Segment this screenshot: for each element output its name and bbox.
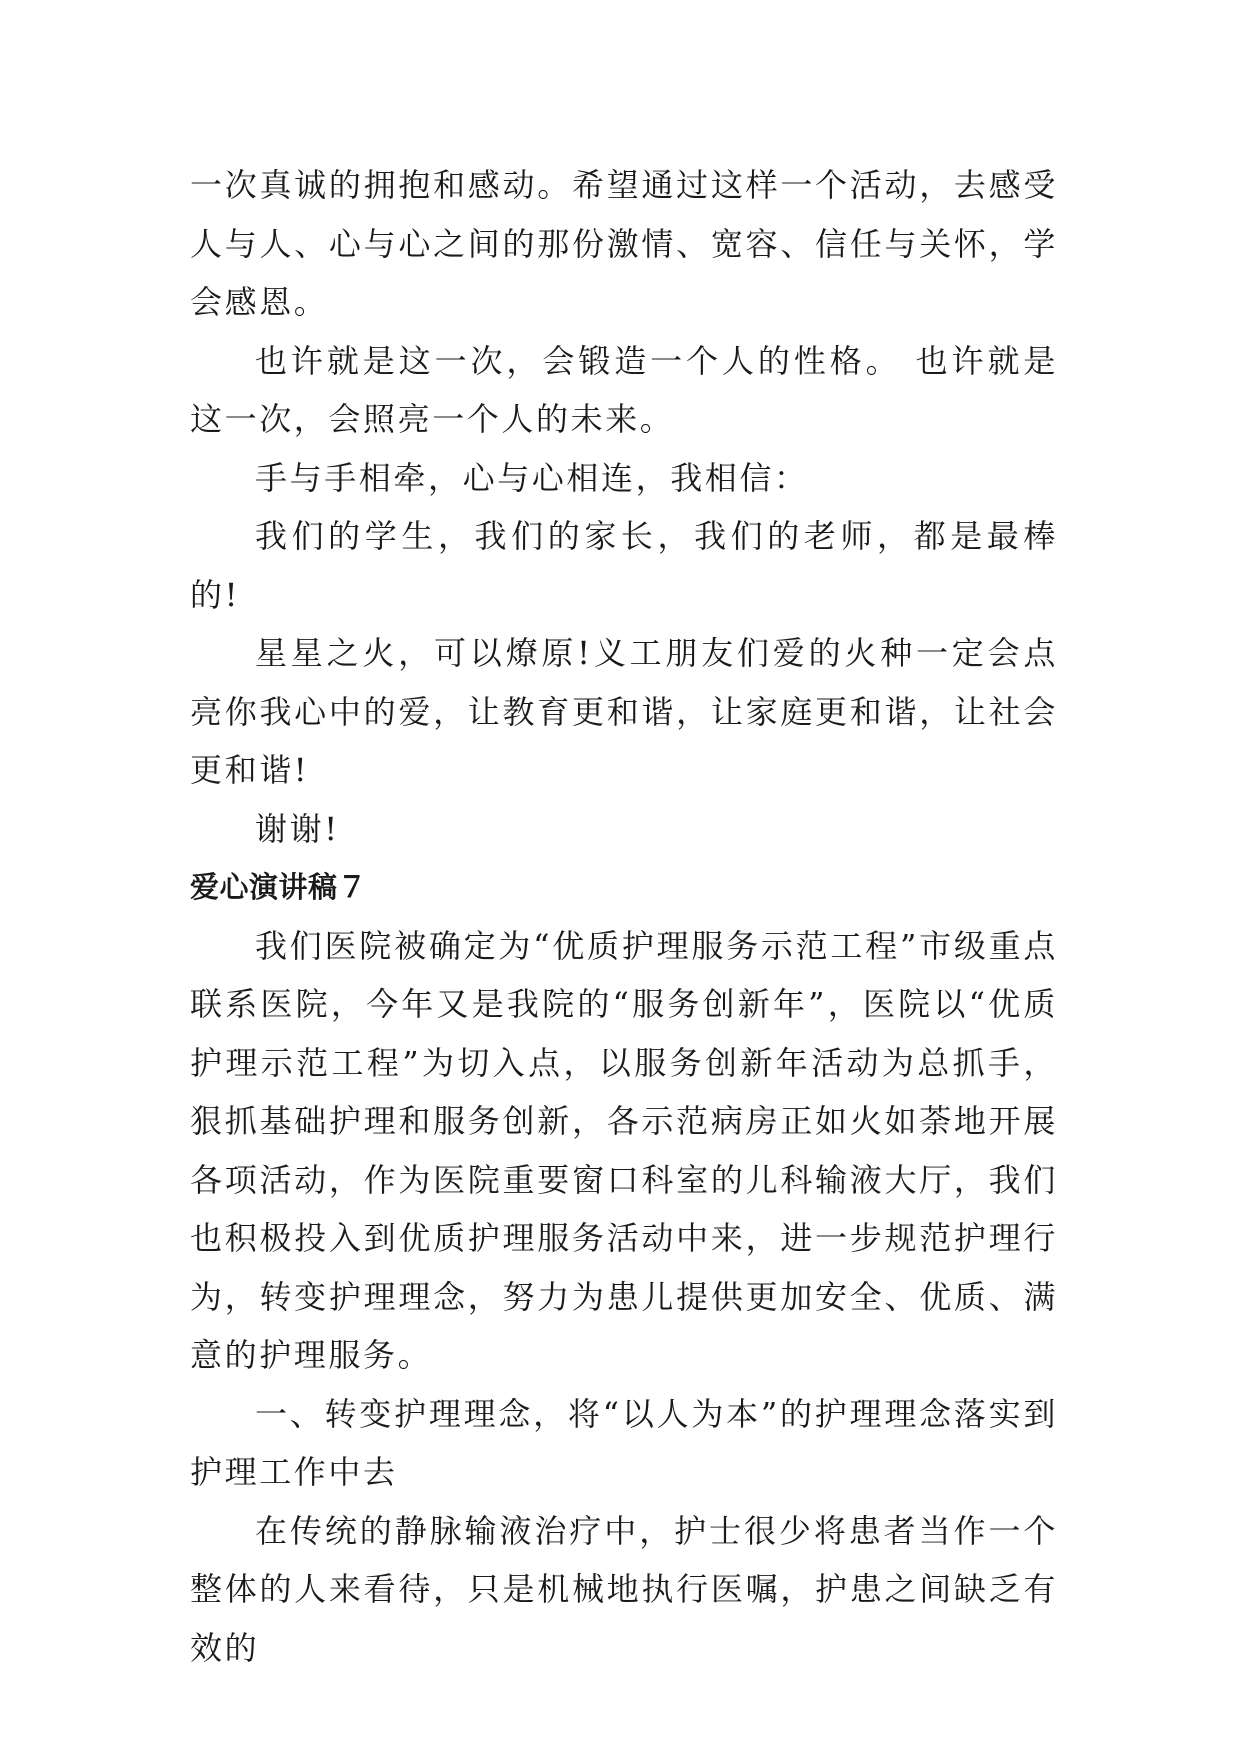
section-title: 爱心演讲稿７ bbox=[190, 870, 368, 904]
section-paragraph-2: 一、转变护理理念，将“以人为本”的护理理念落实到护理工作中去 bbox=[190, 1394, 1058, 1491]
paragraph-2: 也许就是这一次，会锻造一个人的性格。 也许就是这一次，会照亮一个人的未来。 bbox=[190, 341, 1058, 438]
section-paragraph-3: 在传统的静脉输液治疗中，护士很少将患者当作一个整体的人来看待，只是机械地执行医嘱，护患之间缺乏有效的 bbox=[190, 1511, 1058, 1667]
section-paragraph-1: 我们医院被确定为“优质护理服务示范工程”市级重点联系医院，今年又是我院的“服务创新年”，医院以“优质护理示范工程”为切入点，以服务创新年活动为总抓手，狠抓基础护理和服务创新，各示范病房正如火如荼地开展各项活动，作为医院重要窗口科室的儿科输液大厅，我们也积极投入到优质护理服务活动中来，进一步规范护理行为，转变护理理念，努力为患儿提供更加安全、优质、满意的护理服务。 bbox=[190, 926, 1058, 1374]
paragraph-6: 谢谢! bbox=[255, 809, 340, 848]
paragraph-3: 手与手相牵，心与心相连，我相信： bbox=[255, 458, 809, 497]
paragraph-5: 星星之火，可以燎原!义工朋友们爱的火种一定会点亮你我心中的爱，让教育更和谐，让家庭更和谐，让社会更和谐! bbox=[190, 634, 1058, 789]
paragraph-4: 我们的学生，我们的家长，我们的老师，都是最棒的! bbox=[190, 517, 1058, 614]
paragraph-1: 一次真诚的拥抱和感动。希望通过这样一个活动，去感受人与人、心与心之间的那份激情、宽容、信任与关怀，学会感恩。 bbox=[190, 166, 1058, 321]
document-page bbox=[190, 156, 1058, 1677]
